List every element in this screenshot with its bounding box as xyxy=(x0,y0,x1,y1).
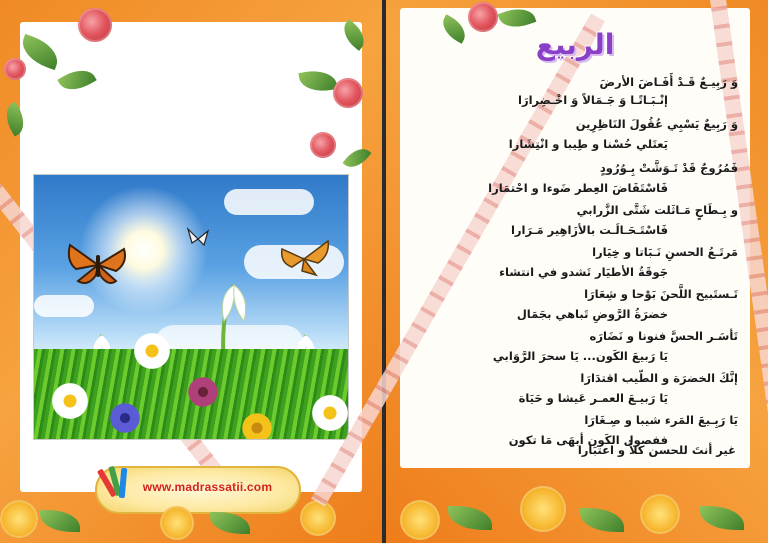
poem-text xyxy=(400,74,738,454)
poem-line: خضرَةُ الرَّوضِ تَباهي بجَمَال xyxy=(516,307,668,321)
butterfly-icon xyxy=(66,241,130,289)
poem-line: يَعتَلي حُسْنا و طِيبا و انْتِشَارا xyxy=(508,137,668,151)
poem-line: يَا رَبِـيعَ المَرء شيبا و صِـغَارَا xyxy=(584,413,738,427)
poem-line: تَأسَـر الحسَّ فنونا و نَضَارَه xyxy=(589,329,738,343)
daisy-flower xyxy=(310,393,349,433)
poem-line: يَا رَبيـعَ العمـر عَيشا و حَيَاة xyxy=(518,391,668,405)
flower-decoration xyxy=(300,500,336,536)
poem-line: وَ رَبِيـعٌ قَـدْ أَفَـاضَ الأرضَ xyxy=(599,75,738,89)
poem-title: الربيع xyxy=(535,28,615,61)
poem-line: جَوقَةُ الأطيَار تَشدو في انتشاء xyxy=(499,265,668,279)
rose-decoration xyxy=(4,58,26,80)
poem-line: فَاسْتَفَاضَ العِطر ضَوءا و احْتمَارا xyxy=(488,181,668,195)
cloud xyxy=(34,295,94,317)
poem-line: يَا رَبيعَ الكَون... يَا سحرَ الرَّوَابي xyxy=(492,349,668,363)
daisy-flower xyxy=(50,381,90,421)
rose-decoration xyxy=(78,8,112,42)
butterfly-icon xyxy=(186,227,210,251)
yellow-flower xyxy=(240,411,274,440)
butterfly-icon xyxy=(278,239,330,279)
flower-decoration xyxy=(400,500,440,540)
rose-decoration xyxy=(310,132,336,158)
poem-line: فَمُرُوجٌ قَدْ تَـوَشَّتْ بِـوُرُودٍ xyxy=(599,161,738,175)
daisy-flower xyxy=(132,331,172,371)
flower-decoration xyxy=(0,500,38,538)
cloud xyxy=(224,189,314,215)
poem-line: إنْـبَـاتًـا وَ جَـمَالاً وَ اخْـضِرارَا xyxy=(518,93,668,107)
poem-line: مَرتَـعُ الحسنِ نَـبَاتا و خِيَارا xyxy=(592,245,738,259)
poem-line: ففصول الكَون أبهَى مَا تكون xyxy=(508,433,668,447)
website-link[interactable]: www.madrassatii.com xyxy=(142,480,273,494)
flower-decoration xyxy=(640,494,680,534)
blue-flower xyxy=(108,401,142,435)
poem-line: إنَّكَ الخضرَة و الطّيب اقتدَارَا xyxy=(580,371,738,385)
spring-meadow-image xyxy=(33,174,349,440)
poem-line: وَ رَبِيعٌ يَسْبِي عُقُولَ النَاظِرِين xyxy=(575,117,738,131)
poem-line: فَاسْتَـحَـالَـت بالأزَاهِير مَـرَارا xyxy=(510,223,668,237)
purple-flower xyxy=(186,375,220,409)
rose-decoration xyxy=(333,78,363,108)
flower-decoration xyxy=(160,506,194,540)
poem-line: غير أنتَ للحسن كلاًّ و اعتبَارا xyxy=(577,443,736,457)
poem-line: و بِـطَاحٍ مَـاثَلت شَتَّى الزَّرابي xyxy=(576,203,738,217)
rose-decoration xyxy=(468,2,498,32)
poem-line: تَـستَبيح اللَّحنَ بَوْحا و شِعَارَا xyxy=(584,287,738,301)
flower-decoration xyxy=(520,486,566,532)
